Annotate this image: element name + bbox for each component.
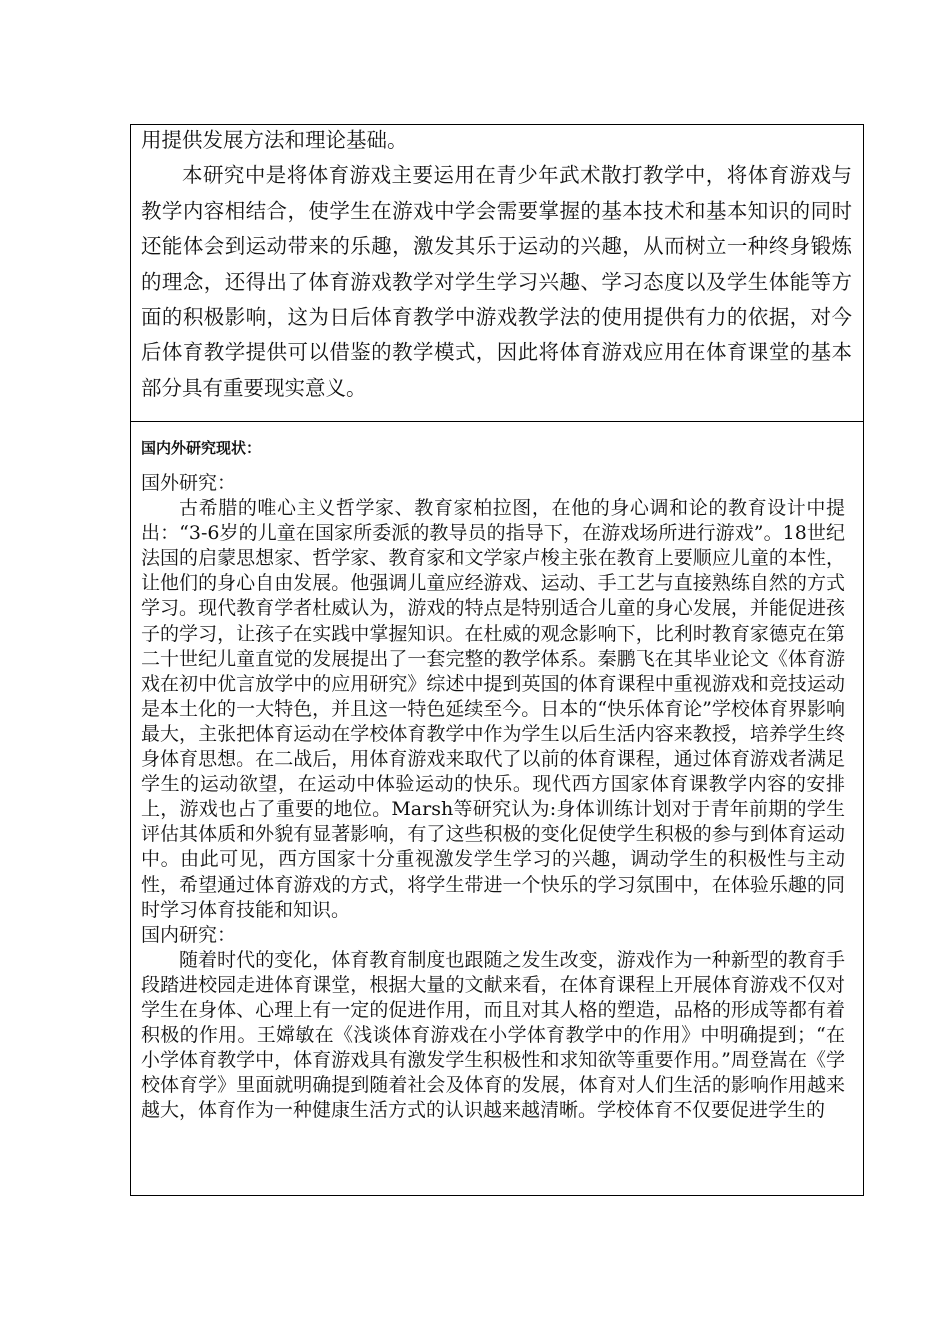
significance-paragraph: 本研究中是将体育游戏主要运用在青少年武术散打教学中，将体育游戏与教学内容相结合，使学生在游戏中学会需要掌握的基本技术和基本知识的同时还能体会到运动带来的乐趣，激发其乐于运动的兴趣，从而树立一种终身锻炼的理念，还得出了体育游戏教学对学生学习兴趣、学习态度以及学生体能等方面的积极影响，这为日后体育教学中游戏教学法的使用提供有力的依据，对今后体育教学提供可以借鉴的教学模式，因此将体育游戏应用在体育课堂的基本部分具有重要现实意义。: [141, 163, 852, 400]
table-cell-research-status: [131, 422, 863, 1195]
document-table: [130, 124, 864, 1196]
table-cell-significance: [131, 125, 863, 422]
foreign-research-label: 国外研究：: [141, 472, 237, 494]
foreign-research-paragraph: 古希腊的唯心主义哲学家、教育家柏拉图，在他的身心调和论的教育设计中提出：“3-6岁的儿童在国家所委派的教导员的指导下，在游戏场所进行游戏”。18世纪法国的启蒙思想家、哲学家、教育家和文学家卢梭主张在教育上要顺应儿童的本性，让他们的身心自由发展。他强调儿童应经游戏、运动、手工艺与直接熟练自然的方式学习。现代教育学者杜威认为，游戏的特点是特别适合儿童的身心发展，并能促进孩子的学习，让孩子在实践中掌握知识。在杜威的观念影响下，比利时教育家德克在第二十世纪儿童直觉的发展提出了一套完整的教学体系。秦鹏飞在其毕业论文《体育游戏在初中优言放学中的应用研究》综述中提到英国的体育课程中重视游戏和竞技运动是本土化的一大特色，并且这一特色延续至今。日本的“快乐体育论”学校体育界影响最大，主张把体育运动在学校体育教学中作为学生以后生活内容来教授，培养学生终身体育思想。在二战后，用体育游戏来取代了以前的体育课程，通过体育游戏者满足学生的运动欲望，在运动中体验运动的快乐。现代西方国家体育课教学内容的安排上，游戏也占了重要的地位。Marsh等研究认为:身体训练计划对于青年前期的学生评估其体质和外貌有显著影响，有了这些积极的变化促使学生积极的参与到体育运动中。由此可见，西方国家十分重视激发学生学习的兴趣，调动学生的积极性与主动性，希望通过体育游戏的方式，将学生带进一个快乐的学习氛围中，在体验乐趣的同时学习体育技能和知识。: [141, 497, 845, 921]
continuation-text: 用提供发展方法和理论基础。: [141, 128, 408, 152]
section-heading: 国内外研究现状：: [141, 439, 262, 457]
domestic-research-label: 国内研究：: [141, 923, 237, 946]
domestic-research-paragraph: 随着时代的变化，体育教育制度也跟随之发生改变，游戏作为一种新型的教育手段踏进校园走进体育课堂，根据大量的文献来看，在体育课程上开展体育游戏不仅对学生在身体、心理上有一定的促进作用，而且对其人格的塑造，品格的形成等都有着积极的作用。王嫦敏在《浅谈体育游戏在小学体育教学中的作用》中明确提到；“在小学体育教学中，体育游戏具有激发学生积极性和求知欲等重要作用。”周登嵩在《学校体育学》里面就明确提到随着社会及体育的发展，体育对人们生活的影响作用越来越大，体育作为一种健康生活方式的认识越来越清晰。学校体育不仅要促进学生的: [141, 948, 845, 1122]
